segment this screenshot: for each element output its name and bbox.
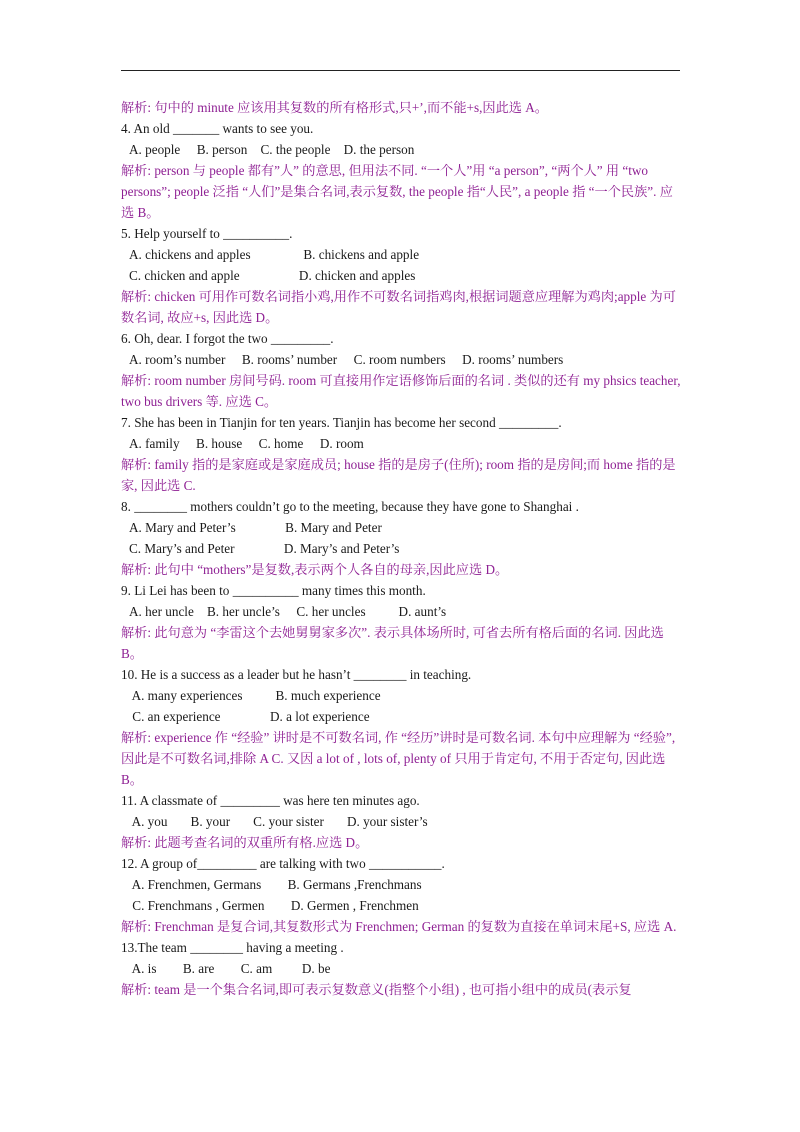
explanation-3: 解析: 句中的 minute 应该用其复数的所有格形式,只+’,而不能+s,因此选 A。 [121,100,548,115]
question-4-options: A. people B. person C. the people D. the person [129,142,415,157]
question-12: 12. A group of_________ are talking with two ___________. [121,856,445,871]
question-5-options-row2: C. chicken and apple D. chicken and apples [129,268,416,283]
question-12-options-row2: C. Frenchmans , Germen D. Germen , Frenchmen [129,898,419,913]
explanation-4: 解析: person 与 people 都有”人” 的意思, 但用法不同. “一个人”用 “a person”, “两个人” 用 “two persons”; people 泛指 “人们”是集合名词,表示复数, the people 指“人民”, a people 指 “一个民族”. 应选 B。 [121,163,673,220]
explanation-12: 解析: Frenchman 是复合词,其复数形式为 Frenchmen; German 的复数为直接在单词末尾+S, 应选 A. [121,919,677,934]
question-8-options-row2: C. Mary’s and Peter D. Mary’s and Peter’s [129,541,400,556]
explanation-8: 解析: 此句中 “mothers”是复数,表示两个人各自的母亲,因此应选 D。 [121,562,509,577]
question-9: 9. Li Lei has been to __________ many times this month. [121,583,426,598]
question-7: 7. She has been in Tianjin for ten years. Tianjin has become her second _________. [121,415,562,430]
question-5: 5. Help yourself to __________. [121,226,293,241]
question-10-options-row1: A. many experiences B. much experience [129,688,381,703]
question-9-options: A. her uncle B. her uncle’s C. her uncles D. aunt’s [129,604,447,619]
question-11: 11. A classmate of _________ was here ten minutes ago. [121,793,420,808]
explanation-7: 解析: family 指的是家庭或是家庭成员; house 指的是房子(住所); room 指的是房间;而 home 指的是家, 因此选 C. [121,457,676,493]
question-8-options-row1: A. Mary and Peter’s B. Mary and Peter [129,520,382,535]
explanation-6: 解析: room number 房间号码. room 可直接用作定语修饰后面的名词 . 类似的还有 my phsics teacher, two bus drivers 等. 应选 C。 [121,373,681,409]
header-rule [121,70,680,71]
explanation-10: 解析: experience 作 “经验” 讲时是不可数名词, 作 “经历”讲时是可数名词. 本句中应理解为 “经验”,因此是不可数名词,排除 A C. 又因 a lot of , lots of, plenty of 只用于肯定句, 不用于否定句, 因此选 B。 [121,730,676,787]
question-4: 4. An old _______ wants to see you. [121,121,314,136]
explanation-11: 解析: 此题考查名词的双重所有格.应选 D。 [121,835,369,850]
question-11-options: A. you B. your C. your sister D. your sister’s [129,814,428,829]
question-12-options-row1: A. Frenchmen, Germans B. Germans ,Frenchmans [129,877,422,892]
question-10: 10. He is a success as a leader but he hasn’t ________ in teaching. [121,667,472,682]
question-13-options: A. is B. are C. am D. be [129,961,331,976]
question-8: 8. ________ mothers couldn’t go to the meeting, because they have gone to Shanghai . [121,499,579,514]
explanation-5: 解析: chicken 可用作可数名词指小鸡,用作不可数名词指鸡肉,根据词题意应理解为鸡肉;apple 为可数名词, 故应+s, 因此选 D。 [121,289,676,325]
question-10-options-row2: C. an experience D. a lot experience [129,709,370,724]
question-7-options: A. family B. house C. home D. room [129,436,364,451]
question-13: 13.The team ________ having a meeting . [121,940,344,955]
question-6: 6. Oh, dear. I forgot the two _________. [121,331,334,346]
question-5-options-row1: A. chickens and apples B. chickens and apple [129,247,420,262]
question-6-options: A. room’s number B. rooms’ number C. room numbers D. rooms’ numbers [129,352,564,367]
explanation-13: 解析: team 是一个集合名词,即可表示复数意义(指整个小组) , 也可指小组中的成员(表示复 [121,982,632,997]
document-body [121,97,683,1000]
explanation-9: 解析: 此句意为 “李雷这个去她舅舅家多次”. 表示具体场所时, 可省去所有格后面的名词. 因此选 B。 [121,625,664,661]
